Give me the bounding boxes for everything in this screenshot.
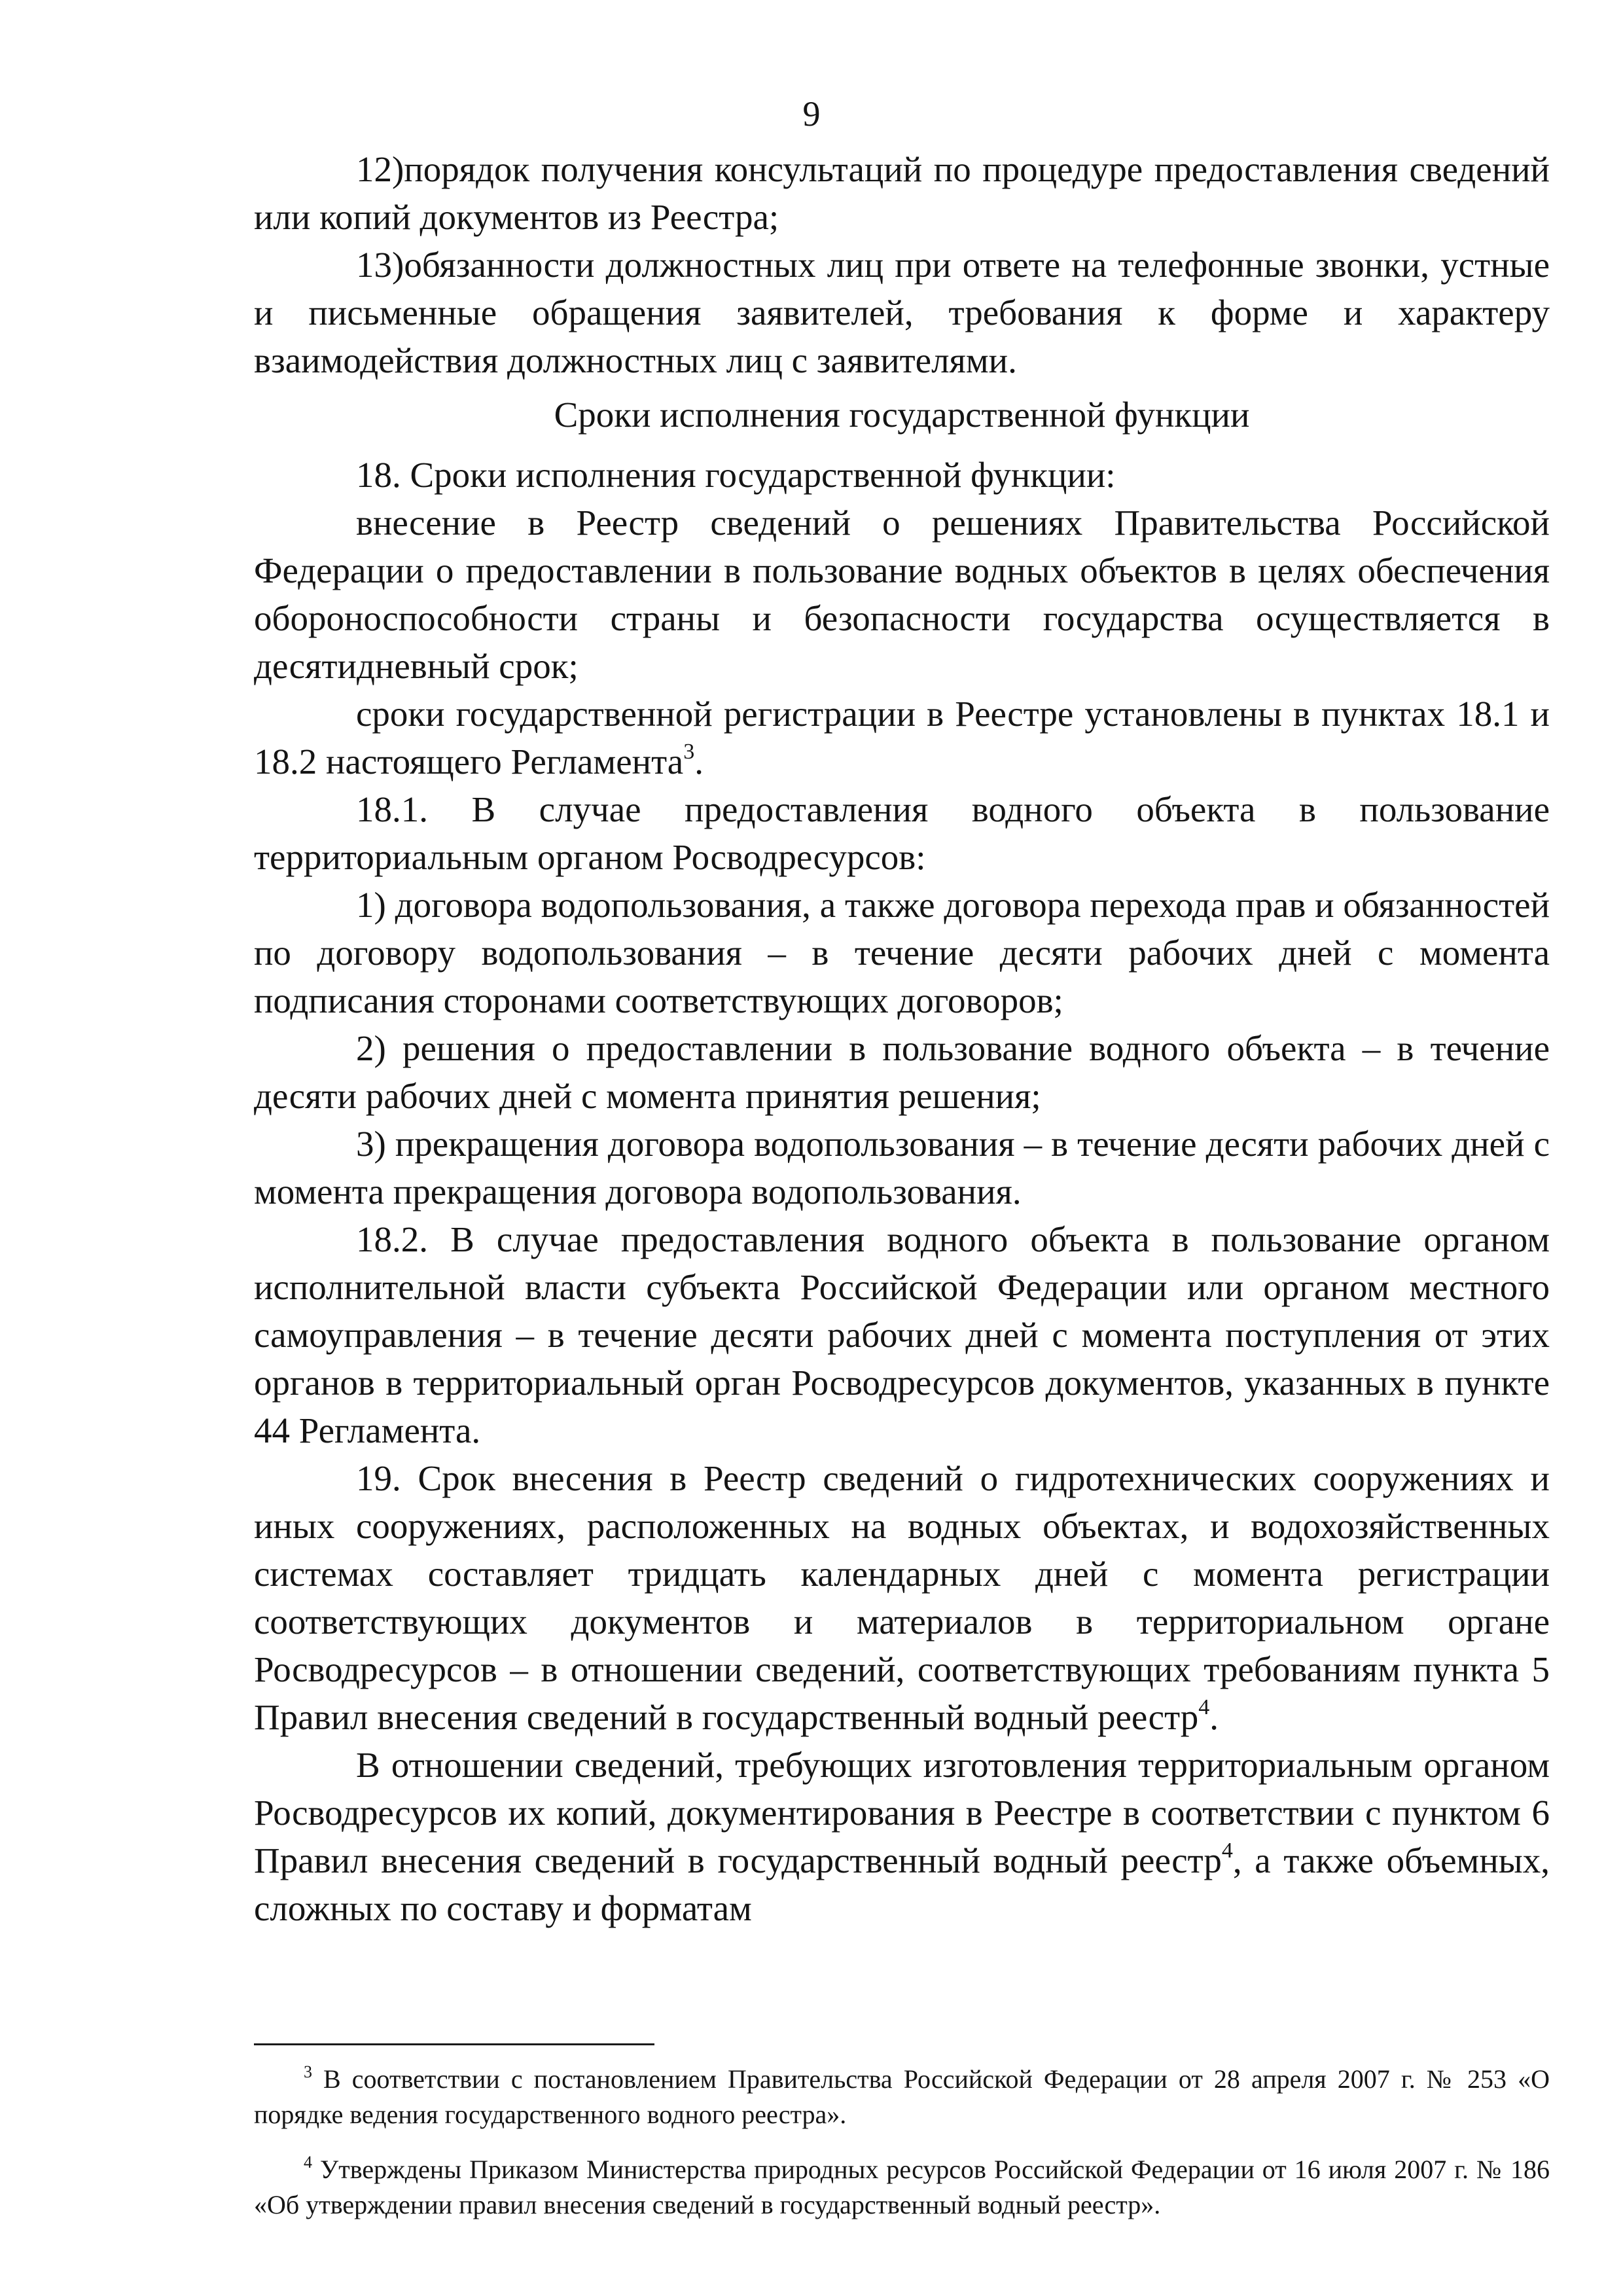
paragraph: 13)обязанности должностных лиц при ответе на телефонные звонки, устные и письменные обращения заявителей, требования к форме и характеру взаимодействия должностных лиц с заявителями. xyxy=(254,245,1550,380)
paragraph: В отношении сведений, требующих изготовления территориальным органом Росводресурсов их копий, документирования в Реестре в соответствии с пунктом 6 Правил внесения сведений в государственный водный реестр$^4$, а также объемных, сложных по составу и форматам xyxy=(254,1745,1550,1928)
footnote-mark: 3 xyxy=(304,2062,312,2081)
footnote-reference: 4 xyxy=(1221,1838,1233,1863)
body-text xyxy=(254,145,1550,1932)
paragraph: 18.1. В случае предоставления водного объекта в пользование территориальным органом Росводресурсов: xyxy=(254,789,1550,877)
paragraph: 3) прекращения договора водопользования – в течение десяти рабочих дней с момента прекращения договора водопользования. xyxy=(254,1124,1550,1211)
footnote-reference: 4 xyxy=(1198,1695,1210,1719)
paragraph: 2) решения о предоставлении в пользование водного объекта – в течение десяти рабочих дней с момента принятия решения; xyxy=(254,1028,1550,1116)
paragraph: 18.2. В случае предоставления водного объекта в пользование органом исполнительной власти субъекта Российской Федерации или органом местного самоуправления – в течение десяти рабочих дней с момента поступления от этих органов в территориальный орган Росводресурсов документов, указанных в пункте 44 Регламента. xyxy=(254,1219,1550,1450)
paragraph: 12)порядок получения консультаций по процедуре предоставления сведений или копий документов из Реестра; xyxy=(254,149,1550,237)
paragraph: внесение в Реестр сведений о решениях Правительства Российской Федерации о предоставлении в пользование водных объектов в целях обеспечения обороноспособности страны и безопасности государства осуществляется в десятидневный срок; xyxy=(254,503,1550,686)
footnote-reference: 3 xyxy=(683,739,695,764)
section-heading: Сроки исполнения государственной функции xyxy=(554,395,1250,435)
footnote-divider xyxy=(254,2043,654,2045)
footnote-mark: 4 xyxy=(304,2152,312,2172)
paragraph: 19. Срок внесения в Реестр сведений о гидротехнических сооружениях и иных сооружениях, расположенных на водных объектах, и водохозяйственных системах составляет тридцать календарных дней с момента регистрации соответствующих документов и материалов в территориальном органе Росводресурсов – в отношении сведений, соответствующих требованиям пункта 5 Правил внесения сведений в государственный водный реестр$^4$. xyxy=(254,1458,1550,1737)
footnote: $^4$ Утверждены Приказом Министерства природных ресурсов Российской Федерации от 16 июля 2007 г. № 186 «Об утверждении правил внесения сведений в государственный водный реестр». xyxy=(254,2152,1550,2219)
footnote: $^3$ В соответствии с постановлением Правительства Российской Федерации от 28 апреля 2007 г. № 253 «О порядке ведения государственного водного реестра». xyxy=(254,2062,1550,2129)
page-number: 9 xyxy=(802,94,821,134)
footnotes xyxy=(254,2062,1550,2242)
paragraph: 18. Сроки исполнения государственной функции: xyxy=(356,455,1116,495)
paragraph: сроки государственной регистрации в Реестре установлены в пунктах 18.1 и 18.2 настоящего Регламента$^3$. xyxy=(254,694,1550,781)
paragraph: 1) договора водопользования, а также договора перехода прав и обязанностей по договору водопользования – в течение десяти рабочих дней с момента подписания сторонами соответствующих договоров; xyxy=(254,885,1550,1020)
